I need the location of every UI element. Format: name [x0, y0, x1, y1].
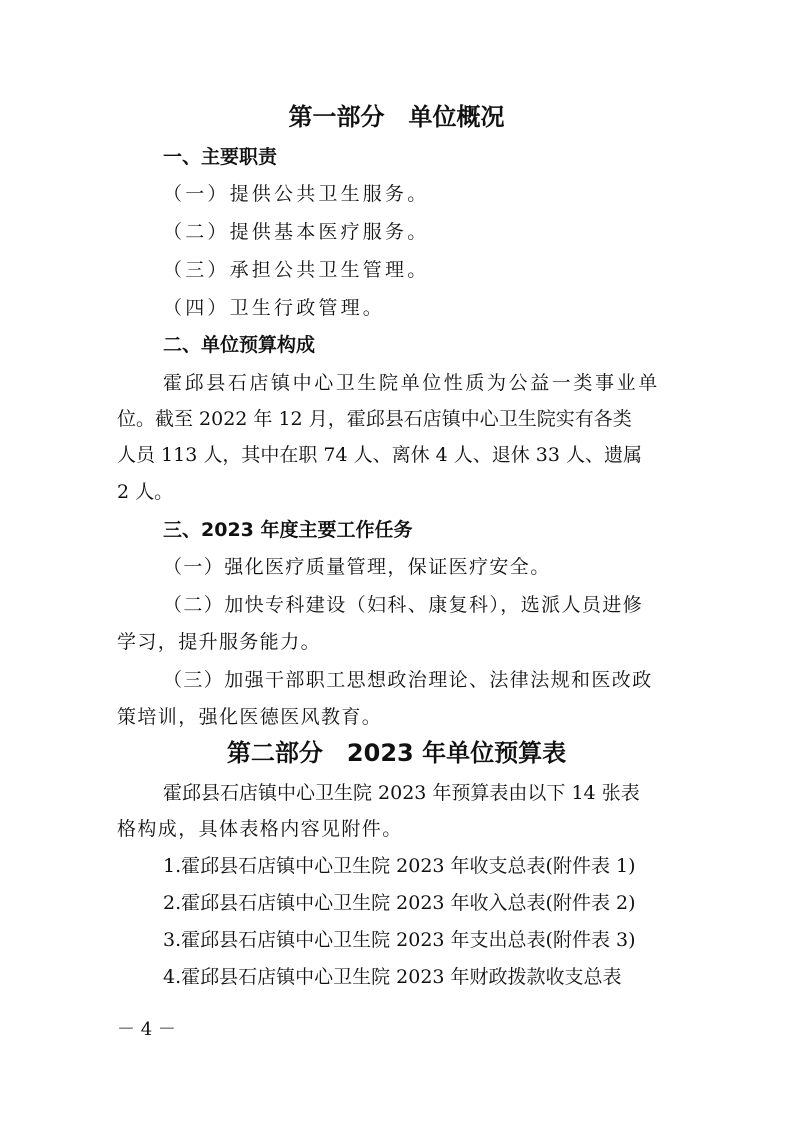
section2-line-2: 位。截至 2022 年 12 月，霍邱县石店镇中心卫生院实有各类: [117, 408, 632, 430]
duty-item-1: （一）提供公共卫生服务。: [163, 183, 430, 205]
section2-line-1: 霍邱县石店镇中心卫生院单位性质为公益一类事业单: [163, 372, 660, 394]
page-number: － 4 －: [117, 1019, 176, 1040]
duty-item-4: （四）卫生行政管理。: [163, 297, 386, 319]
table-list-item-1: 1.霍邱县石店镇中心卫生院 2023 年收支总表(附件表 1): [163, 855, 636, 877]
part2-intro-line-1: 霍邱县石店镇中心卫生院 2023 年预算表由以下 14 张表: [163, 782, 640, 804]
task-line-3: 学习，提升服务能力。: [117, 631, 322, 653]
task-line-4: （三）加强干部职工思想政治理论、法律法规和医改政: [163, 669, 653, 691]
section3-heading: 三、2023 年度主要工作任务: [163, 519, 413, 541]
part2-intro-line-2: 格构成，具体表格内容见附件。: [117, 818, 403, 840]
task-line-2: （二）加快专科建设（妇科、康复科），选派人员进修: [163, 594, 644, 616]
table-list-item-4: 4.霍邱县石店镇中心卫生院 2023 年财政拨款收支总表: [163, 966, 622, 988]
task-line-5: 策培训，强化医德医风教育。: [117, 706, 383, 728]
duty-item-2: （二）提供基本医疗服务。: [163, 221, 430, 243]
duty-item-3: （三）承担公共卫生管理。: [163, 259, 430, 281]
section2-heading: 二、单位预算构成: [163, 334, 316, 356]
section2-line-3: 人员 113 人，其中在职 74 人、离休 4 人、退休 33 人、遗属: [117, 444, 643, 466]
table-list-item-2: 2.霍邱县石店镇中心卫生院 2023 年收入总表(附件表 2): [163, 892, 636, 914]
part1-title: 第一部分 单位概况: [288, 103, 505, 131]
task-line-1: （一）强化医疗质量管理，保证医疗安全。: [163, 556, 551, 578]
section1-heading: 一、主要职责: [163, 146, 278, 168]
table-list-item-3: 3.霍邱县石店镇中心卫生院 2023 年支出总表(附件表 3): [163, 929, 636, 951]
section2-line-4: 2 人。: [117, 481, 174, 503]
part2-title: 第二部分 2023 年单位预算表: [226, 739, 567, 767]
